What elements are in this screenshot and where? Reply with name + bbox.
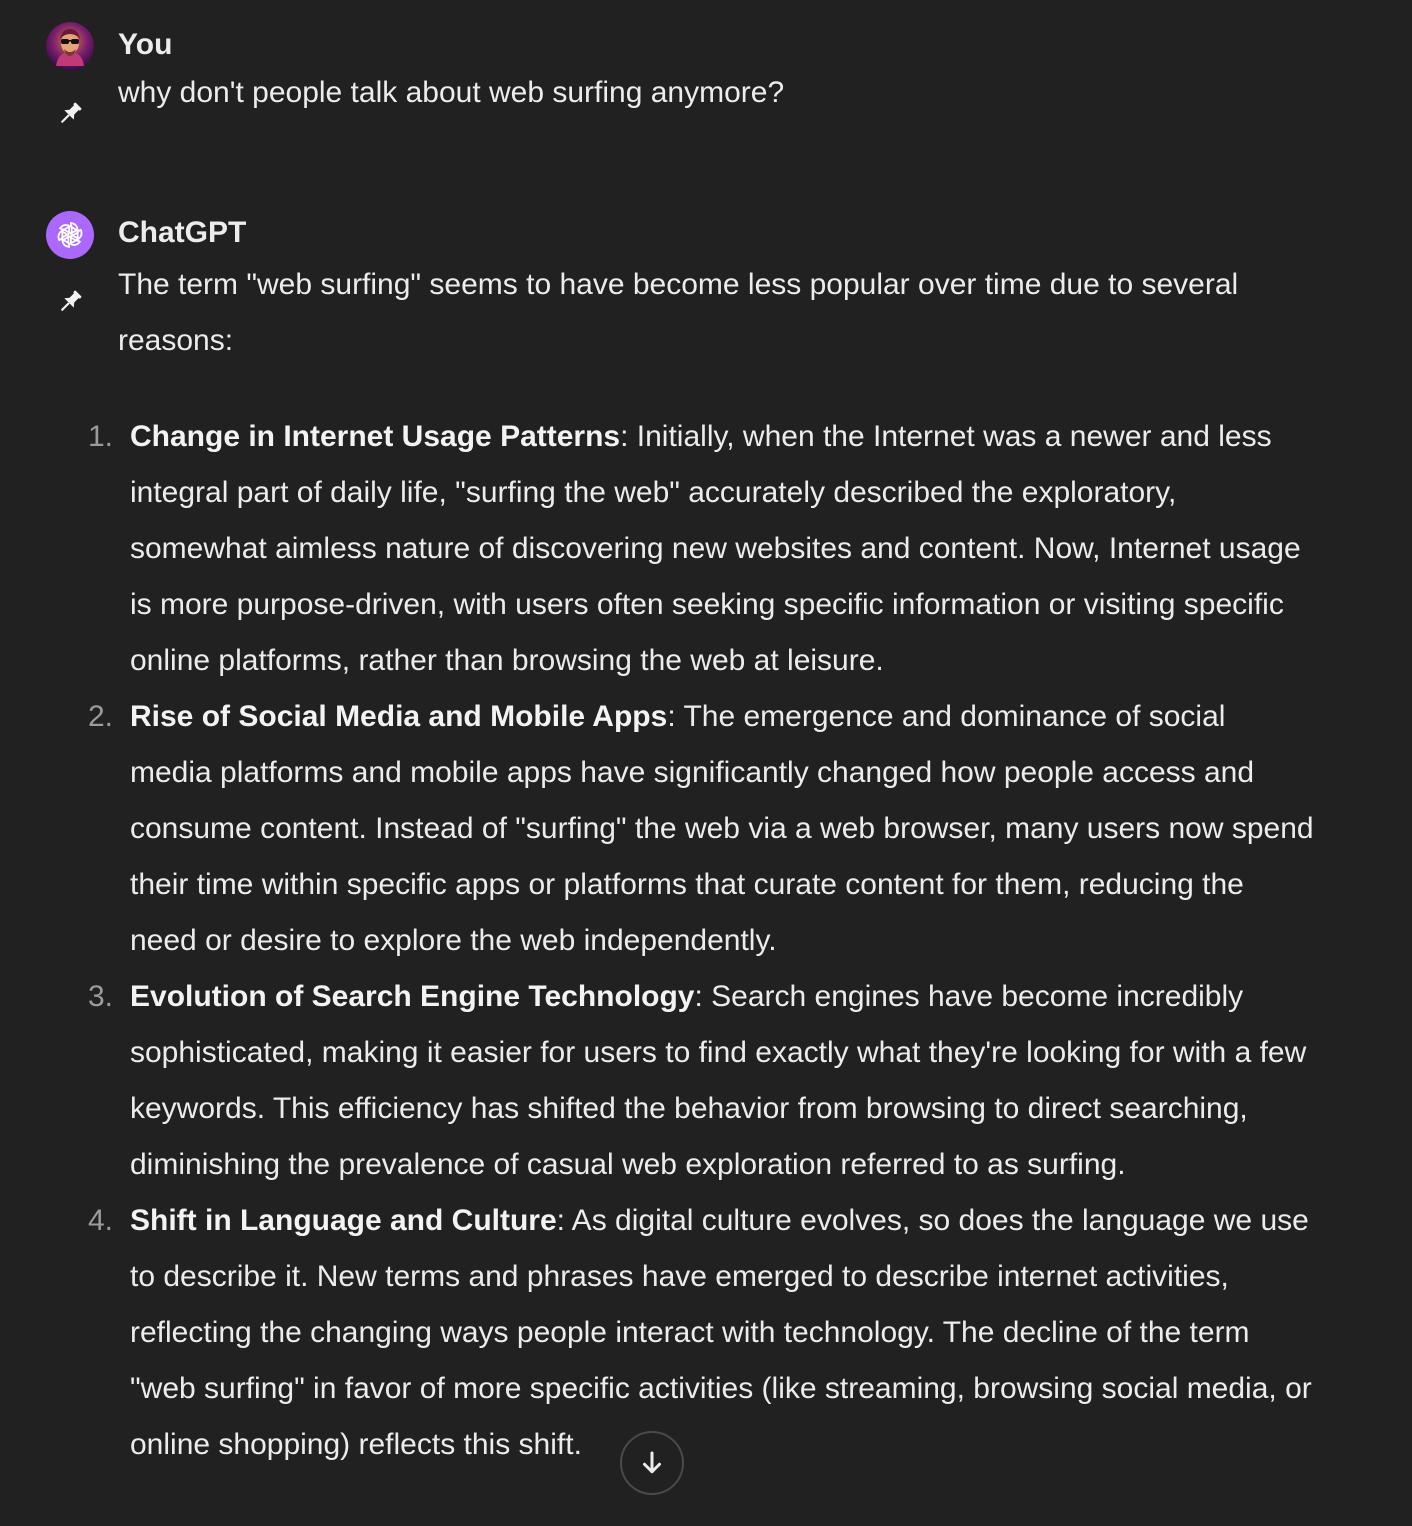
list-item-title: Shift in Language and Culture <box>130 1204 557 1237</box>
list-item-number: 2. <box>88 700 114 733</box>
user-avatar-icon <box>46 22 94 70</box>
list-item-title: Change in Internet Usage Patterns <box>130 420 621 453</box>
pin-icon[interactable] <box>52 96 88 132</box>
user-message-text: why don't people talk about web surfing anymore? <box>118 76 785 109</box>
list-item-number: 1. <box>88 420 114 453</box>
list-item <box>88 689 1315 969</box>
list-item-number: 4. <box>88 1204 114 1237</box>
arrow-down-icon <box>637 1448 667 1478</box>
list-item <box>88 1193 1315 1473</box>
answer-list <box>88 409 1315 1473</box>
pin-icon[interactable] <box>52 284 88 320</box>
list-item-body: : As digital culture evolves, so does the language we use to describe it. New terms and phrases have emerged to describe internet activities, reflecting the changing ways people interact with technology. The decline of the term "web surfing" in favor of more specific activities (like streaming, browsing social media, or online shopping) reflects this shift. <box>130 1204 1312 1461</box>
list-item-title: Rise of Social Media and Mobile Apps <box>130 700 668 733</box>
list-item-body: : Initially, when the Internet was a newer and less integral part of daily life, "surfing the web" accurately described the exploratory, somewhat aimless nature of discovering new websites and content. Now, Internet usage is more purpose-driven, with users often seeking specific information or visiting specific online platforms, rather than browsing the web at leisure. <box>130 420 1301 677</box>
assistant-intro-text: The term "web surfing" seems to have become less popular over time due to several reasons: <box>118 268 1239 357</box>
list-item <box>88 409 1315 689</box>
list-item-body: : The emergence and dominance of social media platforms and mobile apps have significantly changed how people access and consume content. Instead of "surfing" the web via a web browser, many users now spend their time within specific apps or platforms that curate content for them, reducing the need or desire to explore the web independently. <box>130 700 1314 957</box>
user-author-name: You <box>118 28 173 61</box>
list-item-title: Evolution of Search Engine Technology <box>130 980 695 1013</box>
list-item <box>88 969 1315 1193</box>
assistant-author-name: ChatGPT <box>118 216 247 249</box>
openai-logo-icon <box>46 211 94 259</box>
list-item-number: 3. <box>88 980 114 1013</box>
list-item-body: : Search engines have become incredibly sophisticated, making it easier for users to find exactly what they're looking for with a few keywords. This efficiency has shifted the behavior from browsing to direct searching, diminishing the prevalence of casual web exploration referred to as surfing. <box>130 980 1307 1181</box>
scroll-to-bottom-button[interactable] <box>620 1431 684 1495</box>
